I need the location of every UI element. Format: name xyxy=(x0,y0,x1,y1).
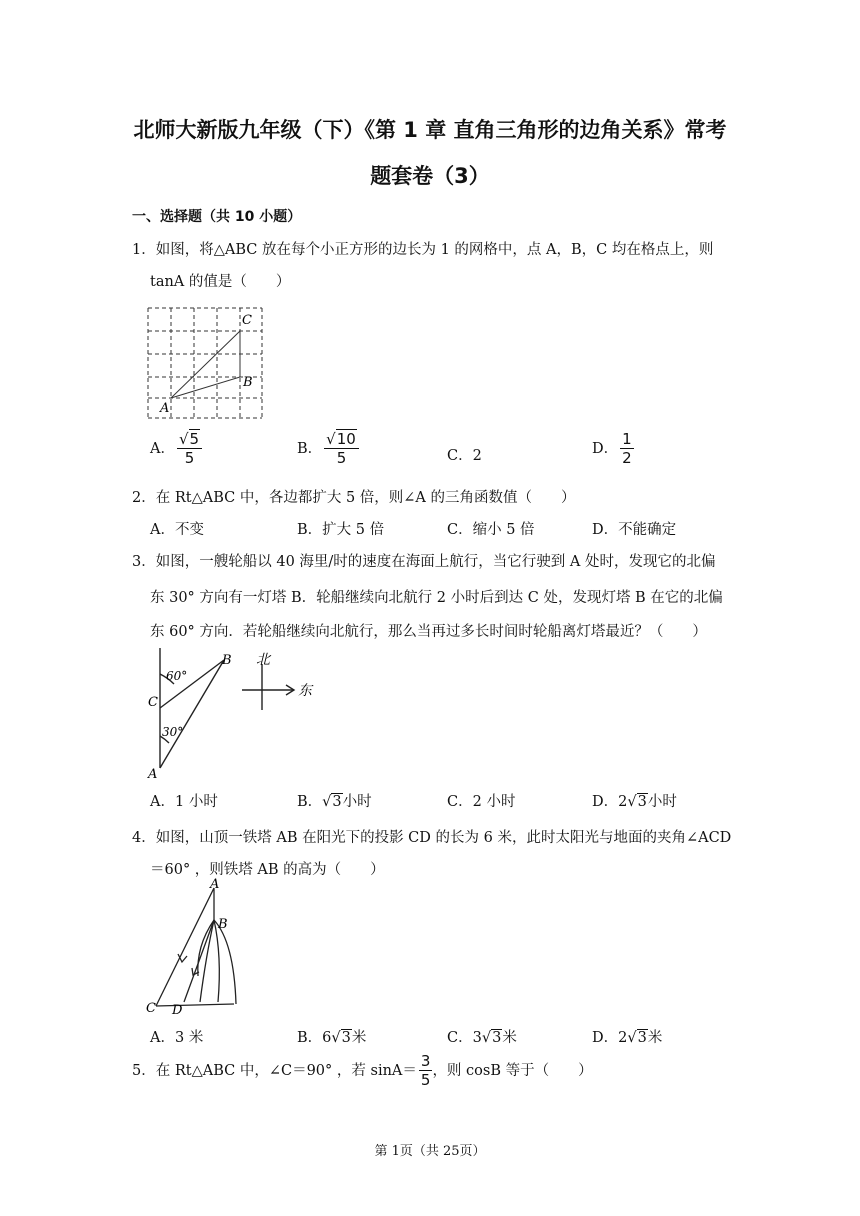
q2-option-b[interactable]: B．扩大 5 倍 xyxy=(297,522,385,538)
q3-north-label: 北 xyxy=(256,652,270,668)
q1-option-a[interactable]: A． $\frac{√5}{5}$ xyxy=(150,432,202,466)
q3-angle-60: 60° xyxy=(166,669,188,683)
q1-label-a: A xyxy=(160,401,170,416)
q1-label-b: B xyxy=(243,375,253,390)
q4-label-d: D xyxy=(172,1003,183,1016)
q1-option-b[interactable]: B． $\frac{√10}{5}$ xyxy=(297,432,359,466)
q3-label-c: C xyxy=(148,695,158,710)
q3-option-d[interactable]: D．2√3小时 xyxy=(592,794,677,810)
q3-option-a[interactable]: A．1 小时 xyxy=(150,794,218,810)
q1-grid-figure xyxy=(140,300,270,420)
q3-label-a: A xyxy=(148,767,158,782)
q3-option-c[interactable]: C．2 小时 xyxy=(447,794,516,810)
q4-label-b: B xyxy=(218,917,228,932)
q1-label-c: C xyxy=(242,313,252,328)
q3-angle-30: 30° xyxy=(162,725,184,739)
q4-label-a: A xyxy=(210,877,220,892)
q4-option-d[interactable]: D．2√3米 xyxy=(592,1030,663,1046)
page-title-line1: 北师大新版九年级（下）《第 1 章 直角三角形的边角关系》常考 xyxy=(133,118,727,142)
q3-navigation-figure xyxy=(142,644,342,784)
q4-option-a[interactable]: A．3 米 xyxy=(150,1030,204,1046)
q1-option-c[interactable]: C．2 xyxy=(447,448,482,464)
q4-option-c[interactable]: C．3√3米 xyxy=(447,1030,517,1046)
q3-option-b[interactable]: B．√3小时 xyxy=(297,794,372,810)
q3-text-line2: 东 30° 方向有一灯塔 B．轮船继续向北航行 2 小时后到达 C 处，发现灯塔 B 在它的北偏 xyxy=(150,590,723,606)
q3-label-b: B xyxy=(222,653,232,668)
page-footer: 第 1页（共 25页） xyxy=(374,1144,486,1159)
q4-text-line1: 4．如图，山顶一铁塔 AB 在阳光下的投影 CD 的长为 6 米，此时太阳光与地面的夹角∠ACD xyxy=(132,830,732,846)
q1-text-line1: 1．如图，将△ABC 放在每个小正方形的边长为 1 的网格中，点 A，B，C 均在格点上，则 xyxy=(132,242,714,258)
q2-text: 2．在 Rt△ABC 中，各边都扩大 5 倍，则∠A 的三角函数值（ ） xyxy=(132,490,576,506)
q4-label-c: C xyxy=(146,1001,156,1016)
q4-text-line2: ＝60° ，则铁塔 AB 的高为（ ） xyxy=(150,862,385,878)
q3-text-line1: 3．如图，一艘轮船以 40 海里/时的速度在海面上航行，当它行驶到 A 处时，发现它的北偏 xyxy=(132,554,716,570)
q2-option-d[interactable]: D．不能确定 xyxy=(592,522,677,538)
q3-east-label: 东 xyxy=(298,683,312,699)
q2-option-c[interactable]: C．缩小 5 倍 xyxy=(447,522,535,538)
q4-tower-figure xyxy=(142,876,252,1016)
q2-option-a[interactable]: A．不变 xyxy=(150,522,204,538)
q3-text-line3: 东 60° 方向．若轮船继续向北航行，那么当再过多长时间时轮船离灯塔最近？（ ） xyxy=(150,624,707,640)
q5-text: 5．在 Rt△ABC 中，∠C＝90° ，若 sinA＝ $\frac{3}{5}$ ，则 cosB 等于（ ） xyxy=(132,1052,593,1089)
q1-option-d[interactable]: D． $\frac{1}{2}$ xyxy=(592,430,632,467)
page-title-line2: 题套卷（3） xyxy=(370,164,490,188)
q4-option-b[interactable]: B．6√3米 xyxy=(297,1030,367,1046)
section-heading: 一、选择题（共 10 小题） xyxy=(132,209,302,225)
q1-text-line2: tanA 的值是（ ） xyxy=(150,274,291,290)
